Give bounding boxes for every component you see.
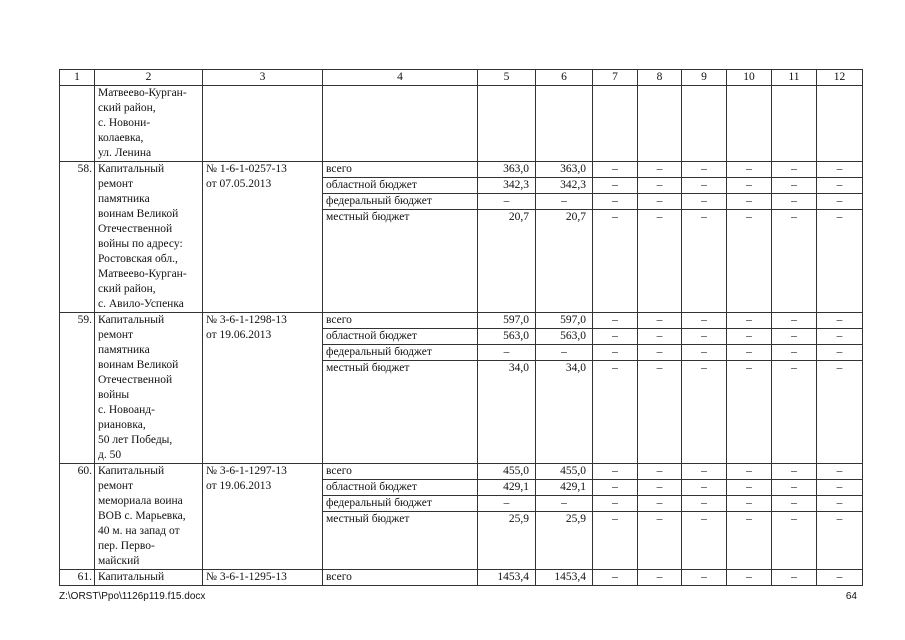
dash-value: –: [772, 360, 816, 376]
dash-value: –: [612, 571, 618, 583]
document-ref-line: № 3-6-1-1297-13: [206, 465, 287, 477]
dash-value: –: [656, 163, 663, 175]
document-ref-line: № 3-6-1-1298-13: [206, 314, 287, 326]
dash-value: –: [593, 360, 637, 376]
object-name-line: мемориала воина: [98, 495, 183, 507]
dash-value: –: [593, 495, 637, 511]
funding-sources: [323, 313, 478, 464]
object-name-line: Отечественной: [98, 374, 173, 386]
amount-value: 34,0: [478, 360, 535, 376]
amount-cell: [536, 570, 593, 586]
object-name-line: Матвеево-Курган-: [98, 268, 187, 280]
table-row: [60, 464, 863, 570]
header-cell: 9: [682, 70, 727, 86]
amount-value: 597,0: [503, 314, 529, 326]
amount-value: 25,9: [536, 511, 592, 527]
empty-value-cell: [817, 464, 863, 570]
amount-value: –: [478, 495, 535, 511]
funding-source: всего: [326, 571, 352, 583]
table-row: [60, 162, 863, 313]
funding-source: местный бюджет: [323, 511, 477, 527]
empty-value-cell: [817, 162, 863, 313]
dash-value: –: [772, 495, 816, 511]
dash-value: –: [727, 209, 771, 225]
dash-value: –: [772, 479, 816, 495]
header-cell: 12: [817, 70, 863, 86]
empty-value-cell: [593, 464, 638, 570]
amount-value: 429,1: [536, 479, 592, 495]
object-name-line: Капитальный: [98, 571, 165, 583]
document-ref-line: от 19.06.2013: [206, 329, 272, 341]
dash-value: –: [772, 193, 816, 209]
dash-value: –: [772, 177, 816, 193]
dash-value: –: [727, 177, 771, 193]
dash-value: –: [791, 571, 797, 583]
dash-value: –: [656, 571, 663, 583]
empty-value-cell: [593, 162, 638, 313]
empty-value-cell: [638, 162, 682, 313]
amount-value: 1453,4: [554, 571, 586, 583]
document-ref: [203, 162, 323, 313]
funding-source: всего: [326, 465, 352, 477]
object-name-line: войны по адресу:: [98, 238, 183, 250]
dash-value: –: [682, 511, 726, 527]
empty-value-cell: [727, 162, 772, 313]
amount-value: 563,0: [536, 328, 592, 344]
amount-value: 455,0: [560, 465, 586, 477]
object-name-line: ремонт: [98, 329, 134, 341]
dash-value: –: [612, 163, 618, 175]
dash-value: –: [772, 344, 816, 360]
header-cell: 8: [638, 70, 682, 86]
dash-value: –: [772, 511, 816, 527]
dash-value: –: [727, 360, 771, 376]
amount-cell: [478, 464, 536, 570]
header-row: [60, 70, 863, 86]
dash-value: –: [682, 495, 726, 511]
dash-value: –: [701, 571, 707, 583]
object-name-line: памятника: [98, 193, 150, 205]
amount-cell: [536, 313, 593, 464]
amount-cell: [478, 570, 536, 586]
dash-value: –: [791, 163, 797, 175]
funding-sources: [323, 464, 478, 570]
dash-value: –: [701, 314, 707, 326]
object-name-line: ВОВ с. Марьевка,: [98, 510, 186, 522]
dash-value: –: [612, 465, 618, 477]
dash-value: –: [638, 193, 681, 209]
funding-source: местный бюджет: [323, 209, 477, 225]
row-number: 60.: [60, 464, 95, 570]
dash-value: –: [727, 344, 771, 360]
object-name-line: Капитальный: [98, 163, 165, 175]
dash-value: –: [682, 177, 726, 193]
empty-value-cell: [772, 162, 817, 313]
empty-value-cell: [817, 570, 863, 586]
row-number: 61.: [60, 570, 95, 586]
dash-value: –: [638, 209, 681, 225]
dash-value: –: [682, 328, 726, 344]
amount-value: 429,1: [478, 479, 535, 495]
empty-value-cell: [772, 313, 817, 464]
amount-value: 342,3: [536, 177, 592, 193]
document-ref-line: № 3-6-1-1295-13: [206, 571, 287, 583]
dash-value: –: [682, 209, 726, 225]
row-number: 58.: [60, 162, 95, 313]
document-ref-line: от 19.06.2013: [206, 480, 272, 492]
object-name-line: ремонт: [98, 178, 134, 190]
amount-value: 20,7: [536, 209, 592, 225]
budget-table: [59, 69, 863, 586]
dash-value: –: [817, 511, 862, 527]
dash-value: –: [791, 314, 797, 326]
dash-value: –: [836, 571, 843, 583]
amount-value: 363,0: [503, 163, 529, 175]
funding-source: местный бюджет: [323, 360, 477, 376]
dash-value: –: [836, 314, 843, 326]
empty-value-cell: [638, 313, 682, 464]
empty-value-cell: [727, 464, 772, 570]
document-ref: [203, 313, 323, 464]
object-name: [95, 464, 203, 570]
dash-value: –: [772, 328, 816, 344]
amount-value: –: [536, 495, 592, 511]
object-name-line: 50 лет Победы,: [98, 434, 173, 446]
object-name-line: пер. Перво-: [98, 540, 155, 552]
dash-value: –: [727, 511, 771, 527]
header-cell: 7: [593, 70, 638, 86]
dash-value: –: [817, 495, 862, 511]
dash-value: –: [593, 479, 637, 495]
dash-value: –: [727, 193, 771, 209]
dash-value: –: [746, 465, 752, 477]
row-number: 59.: [60, 313, 95, 464]
object-name-line: 40 м. на запад от: [98, 525, 180, 537]
continuation-name: Матвеево-Курган- ский район, с. Новони- колаевка, ул. Ленина: [95, 86, 203, 162]
dash-value: –: [682, 193, 726, 209]
header-cell: 4: [323, 70, 478, 86]
amount-value: 34,0: [536, 360, 592, 376]
document-ref-line: от 07.05.2013: [206, 178, 272, 190]
empty-value-cell: [727, 570, 772, 586]
dash-value: –: [817, 479, 862, 495]
funding-source: областной бюджет: [323, 328, 477, 344]
empty-value-cell: [593, 570, 638, 586]
header-cell: 6: [536, 70, 593, 86]
empty-value-cell: [682, 313, 727, 464]
dash-value: –: [593, 344, 637, 360]
object-name: [95, 570, 203, 586]
dash-value: –: [701, 163, 707, 175]
funding-source: областной бюджет: [323, 177, 477, 193]
table-row: [60, 313, 863, 464]
dash-value: –: [817, 344, 862, 360]
dash-value: –: [836, 163, 843, 175]
dash-value: –: [727, 495, 771, 511]
document-ref: [203, 464, 323, 570]
amount-value: 363,0: [560, 163, 586, 175]
amount-cell: [478, 313, 536, 464]
dash-value: –: [772, 209, 816, 225]
object-name-line: ремонт: [98, 480, 134, 492]
dash-value: –: [638, 328, 681, 344]
dash-value: –: [817, 328, 862, 344]
document-ref: [203, 570, 323, 586]
empty-value-cell: [682, 162, 727, 313]
object-name-line: д. 50: [98, 449, 122, 461]
dash-value: –: [638, 479, 681, 495]
dash-value: –: [638, 177, 681, 193]
amount-value: 342,3: [478, 177, 535, 193]
dash-value: –: [746, 314, 752, 326]
dash-value: –: [727, 328, 771, 344]
dash-value: –: [746, 571, 752, 583]
header-cell: 5: [478, 70, 536, 86]
object-name-line: с. Новоанд-: [98, 404, 155, 416]
empty-value-cell: [638, 570, 682, 586]
footer-file-path: Z:\ORST\Ppo\1126p119.f15.docx: [59, 591, 206, 602]
amount-value: –: [536, 193, 592, 209]
amount-value: 597,0: [560, 314, 586, 326]
header-cell: 11: [772, 70, 817, 86]
amount-cell: [478, 162, 536, 313]
dash-value: –: [638, 344, 681, 360]
object-name-line: Капитальный: [98, 314, 165, 326]
amount-value: 563,0: [478, 328, 535, 344]
amount-value: –: [478, 193, 535, 209]
dash-value: –: [593, 177, 637, 193]
empty-value-cell: [727, 313, 772, 464]
table-row: [60, 570, 863, 586]
dash-value: –: [746, 163, 752, 175]
dash-value: –: [791, 465, 797, 477]
header-cell: 2: [95, 70, 203, 86]
dash-value: –: [638, 495, 681, 511]
dash-value: –: [701, 465, 707, 477]
object-name-line: воинам Великой: [98, 359, 179, 371]
object-name-line: с. Авило-Успенка: [98, 298, 184, 310]
funding-source: федеральный бюджет: [323, 193, 477, 209]
dash-value: –: [656, 314, 663, 326]
amount-value: 455,0: [503, 465, 529, 477]
object-name-line: войны: [98, 389, 130, 401]
header-cell: 1: [60, 70, 95, 86]
dash-value: –: [682, 360, 726, 376]
dash-value: –: [593, 193, 637, 209]
header-cell: 10: [727, 70, 772, 86]
dash-value: –: [593, 209, 637, 225]
amount-value: 1453,4: [497, 571, 529, 583]
object-name-line: Ростовская обл.,: [98, 253, 178, 265]
funding-source: областной бюджет: [323, 479, 477, 495]
funding-source: всего: [326, 314, 352, 326]
dash-value: –: [727, 479, 771, 495]
empty-value-cell: [682, 464, 727, 570]
amount-cell: [536, 464, 593, 570]
amount-value: 20,7: [478, 209, 535, 225]
amount-cell: [536, 162, 593, 313]
dash-value: –: [638, 511, 681, 527]
object-name-line: майский: [98, 555, 140, 567]
object-name-line: Отечественной: [98, 223, 173, 235]
funding-sources: [323, 570, 478, 586]
dash-value: –: [682, 479, 726, 495]
dash-value: –: [593, 511, 637, 527]
dash-value: –: [638, 360, 681, 376]
empty-value-cell: [638, 464, 682, 570]
amount-value: –: [536, 344, 592, 360]
object-name-line: риановка,: [98, 419, 146, 431]
empty-value-cell: [772, 570, 817, 586]
funding-source: всего: [326, 163, 352, 175]
dash-value: –: [836, 465, 843, 477]
funding-source: федеральный бюджет: [323, 344, 477, 360]
funding-sources: [323, 162, 478, 313]
dash-value: –: [817, 177, 862, 193]
header-cell: 3: [203, 70, 323, 86]
dash-value: –: [656, 465, 663, 477]
object-name: [95, 162, 203, 313]
dash-value: –: [593, 328, 637, 344]
empty-value-cell: [593, 313, 638, 464]
amount-value: 25,9: [478, 511, 535, 527]
empty-value-cell: [682, 570, 727, 586]
amount-value: –: [478, 344, 535, 360]
object-name-line: Капитальный: [98, 465, 165, 477]
object-name: [95, 313, 203, 464]
funding-source: федеральный бюджет: [323, 495, 477, 511]
dash-value: –: [682, 344, 726, 360]
continuation-row: [60, 86, 863, 162]
object-name-line: воинам Великой: [98, 208, 179, 220]
object-name-line: ский район,: [98, 283, 156, 295]
dash-value: –: [817, 209, 862, 225]
document-ref-line: № 1-6-1-0257-13: [206, 163, 287, 175]
footer-page-number: 64: [845, 591, 857, 602]
empty-value-cell: [817, 313, 863, 464]
dash-value: –: [612, 314, 618, 326]
object-name-line: памятника: [98, 344, 150, 356]
empty-value-cell: [772, 464, 817, 570]
dash-value: –: [817, 193, 862, 209]
dash-value: –: [817, 360, 862, 376]
